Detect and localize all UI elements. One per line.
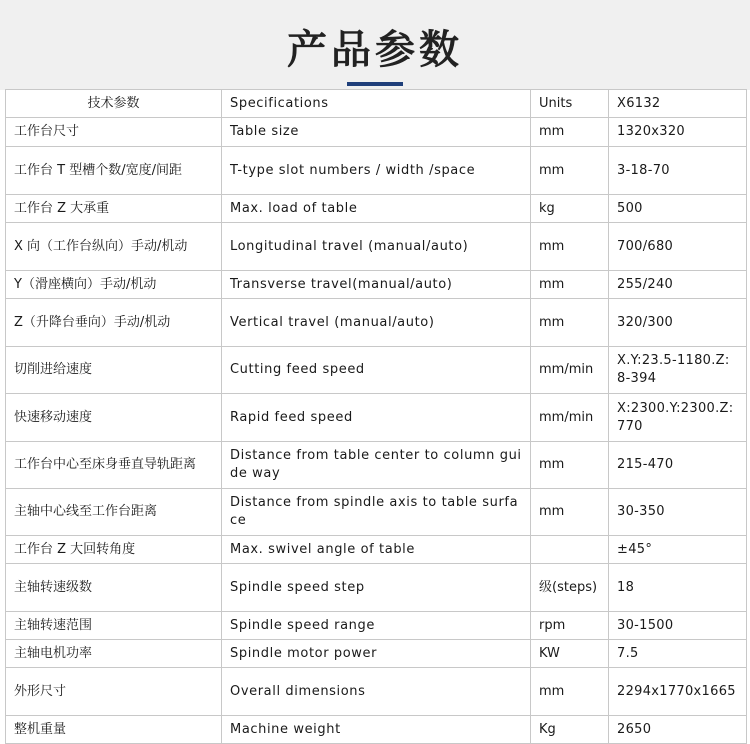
row-spec: T-type slot numbers / width /space	[222, 147, 531, 195]
row-unit: mm	[531, 223, 609, 271]
row-param: 切削进给速度	[6, 347, 222, 394]
row-param: 主轴中心线至工作台距离	[6, 489, 222, 536]
row-spec: Table size	[222, 118, 531, 147]
row-param: 工作台 Z 大回转角度	[6, 536, 222, 564]
row-value: X.Y:23.5-1180.Z:8-394	[609, 347, 747, 394]
table-row	[6, 536, 747, 564]
spec-table	[5, 89, 747, 744]
row-spec: Cutting feed speed	[222, 347, 531, 394]
row-value: 2650	[609, 716, 747, 744]
row-param: 快速移动速度	[6, 394, 222, 442]
row-spec: Vertical travel (manual/auto)	[222, 299, 531, 347]
row-unit: mm/min	[531, 347, 609, 394]
row-spec: Spindle motor power	[222, 640, 531, 668]
page-title: 产品参数	[287, 27, 463, 73]
row-spec: Overall dimensions	[222, 668, 531, 716]
row-param: 外形尺寸	[6, 668, 222, 716]
row-value: 700/680	[609, 223, 747, 271]
table-row	[6, 195, 747, 223]
row-spec: Spindle speed step	[222, 564, 531, 612]
table-row	[6, 394, 747, 442]
row-unit: mm/min	[531, 394, 609, 442]
row-value: X:2300.Y:2300.Z:770	[609, 394, 747, 442]
table-row	[6, 147, 747, 195]
row-value: 500	[609, 195, 747, 223]
row-unit: kg	[531, 195, 609, 223]
header-unit: Units	[531, 90, 609, 118]
row-value: 1320x320	[609, 118, 747, 147]
table-row	[6, 564, 747, 612]
row-value: 30-350	[609, 489, 747, 536]
table-row	[6, 612, 747, 640]
row-unit: mm	[531, 489, 609, 536]
table-row	[6, 489, 747, 536]
row-param: 工作台 Z 大承重	[6, 195, 222, 223]
row-param: 整机重量	[6, 716, 222, 744]
row-value: 18	[609, 564, 747, 612]
row-value: 2294x1770x1665	[609, 668, 747, 716]
table-row	[6, 668, 747, 716]
row-unit: mm	[531, 147, 609, 195]
title-underline	[347, 82, 403, 86]
row-value: ±45°	[609, 536, 747, 564]
row-spec: Distance from spindle axis to table surface	[222, 489, 531, 536]
row-unit: mm	[531, 118, 609, 147]
page-header	[0, 0, 750, 90]
row-unit: rpm	[531, 612, 609, 640]
row-value: 30-1500	[609, 612, 747, 640]
header-param: 技术参数	[6, 90, 222, 118]
row-value: 255/240	[609, 271, 747, 299]
row-spec: Transverse travel(manual/auto)	[222, 271, 531, 299]
table-header-row	[6, 90, 747, 118]
row-value: 320/300	[609, 299, 747, 347]
row-value: 3-18-70	[609, 147, 747, 195]
row-unit: mm	[531, 668, 609, 716]
row-spec: Distance from table center to column guide way	[222, 442, 531, 489]
row-param: 主轴电机功率	[6, 640, 222, 668]
row-param: Z（升降台垂向）手动/机动	[6, 299, 222, 347]
row-unit: mm	[531, 299, 609, 347]
row-spec: Rapid feed speed	[222, 394, 531, 442]
row-param: 主轴转速范围	[6, 612, 222, 640]
table-row	[6, 271, 747, 299]
table-row	[6, 640, 747, 668]
row-unit: Kg	[531, 716, 609, 744]
header-spec: Specifications	[222, 90, 531, 118]
row-unit: KW	[531, 640, 609, 668]
table-row	[6, 223, 747, 271]
table-row	[6, 299, 747, 347]
row-spec: Longitudinal travel (manual/auto)	[222, 223, 531, 271]
row-param: 工作台中心至床身垂直导轨距离	[6, 442, 222, 489]
row-spec: Max. load of table	[222, 195, 531, 223]
row-unit: 级(steps)	[531, 564, 609, 612]
row-value: 7.5	[609, 640, 747, 668]
row-unit	[531, 536, 609, 564]
table-row	[6, 716, 747, 744]
row-param: X 向（工作台纵向）手动/机动	[6, 223, 222, 271]
row-param: 工作台 T 型槽个数/宽度/间距	[6, 147, 222, 195]
row-spec: Machine weight	[222, 716, 531, 744]
table-row	[6, 118, 747, 147]
spec-table-body	[6, 90, 747, 744]
row-spec: Spindle speed range	[222, 612, 531, 640]
row-spec: Max. swivel angle of table	[222, 536, 531, 564]
row-value: 215-470	[609, 442, 747, 489]
row-unit: mm	[531, 271, 609, 299]
table-row	[6, 442, 747, 489]
row-param: Y（滑座横向）手动/机动	[6, 271, 222, 299]
table-row	[6, 347, 747, 394]
header-model: X6132	[609, 90, 747, 118]
row-param: 工作台尺寸	[6, 118, 222, 147]
row-unit: mm	[531, 442, 609, 489]
row-param: 主轴转速级数	[6, 564, 222, 612]
